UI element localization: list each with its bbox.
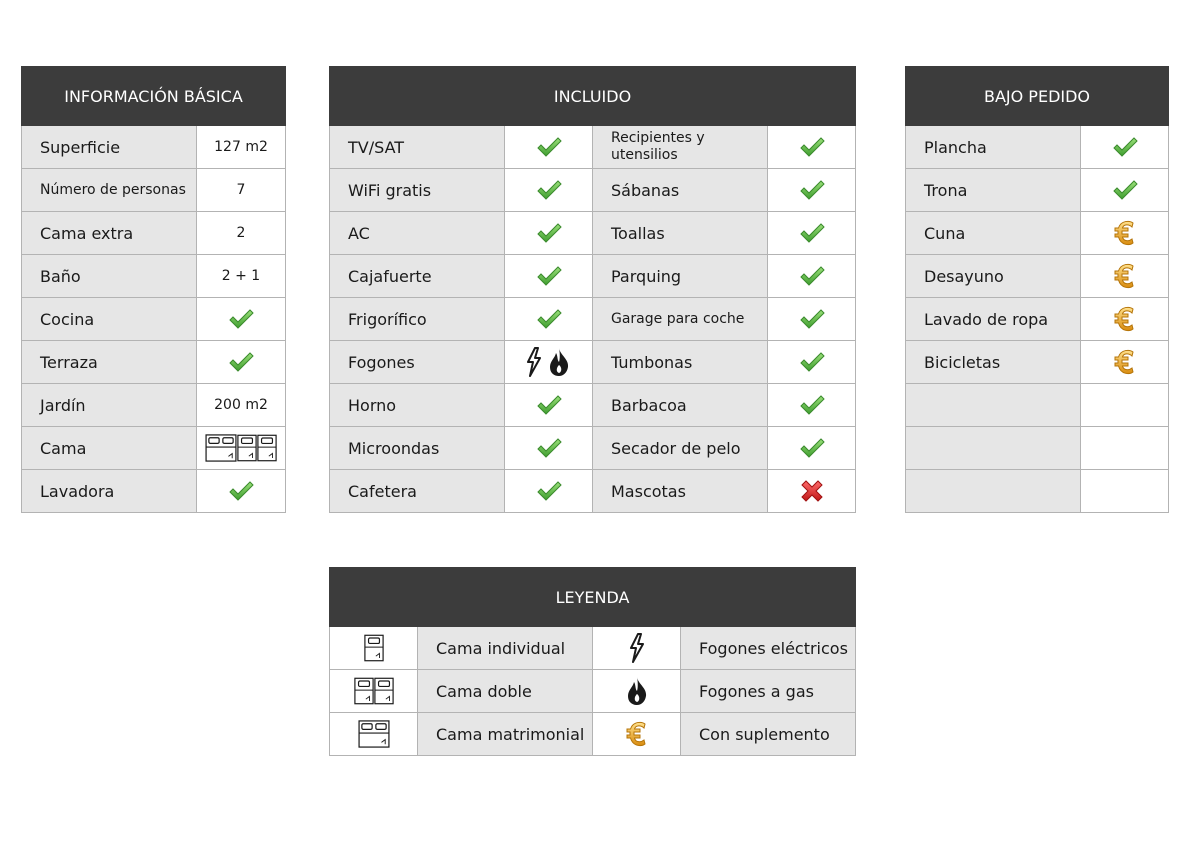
row-label: Recipientes y utensilios bbox=[593, 126, 768, 169]
check-icon bbox=[1112, 136, 1138, 158]
check-icon bbox=[228, 351, 254, 373]
table-row bbox=[22, 341, 286, 384]
legend-label: Cama doble bbox=[418, 670, 593, 713]
check-icon bbox=[536, 308, 562, 330]
row-label: Baño bbox=[22, 255, 197, 298]
legend-label: Con suplemento bbox=[681, 713, 856, 756]
legend-title: LEYENDA bbox=[330, 568, 856, 627]
check-icon bbox=[799, 222, 825, 244]
row-label: Sábanas bbox=[593, 169, 768, 212]
empty-row bbox=[906, 427, 1169, 470]
row-label: Lavado de ropa bbox=[906, 298, 1081, 341]
lightning-icon bbox=[526, 347, 542, 377]
check-icon bbox=[799, 437, 825, 459]
row-label: Tumbonas bbox=[593, 341, 768, 384]
check-icon bbox=[799, 136, 825, 158]
row-label: TV/SAT bbox=[330, 126, 505, 169]
table-row bbox=[330, 427, 856, 470]
basic-info-table bbox=[21, 66, 286, 513]
check-icon bbox=[799, 394, 825, 416]
table-row bbox=[330, 126, 856, 169]
matrimonial-bed-icon bbox=[205, 434, 237, 462]
row-label: Plancha bbox=[906, 126, 1081, 169]
single-bed-icon bbox=[237, 434, 257, 462]
row-value: 200 m2 bbox=[197, 384, 286, 427]
single-bed-icon bbox=[374, 677, 394, 705]
included-table bbox=[329, 66, 856, 513]
row-value: 2 bbox=[197, 212, 286, 255]
legend-label: Fogones a gas bbox=[681, 670, 856, 713]
euro-icon bbox=[1112, 305, 1138, 333]
flame-icon bbox=[547, 347, 571, 377]
table-row bbox=[906, 212, 1169, 255]
table-row bbox=[330, 470, 856, 513]
row-label: AC bbox=[330, 212, 505, 255]
row-label: Secador de pelo bbox=[593, 427, 768, 470]
row-label: Número de personas bbox=[22, 169, 197, 212]
single-bed-icon bbox=[257, 434, 277, 462]
row-label: Toallas bbox=[593, 212, 768, 255]
legend-row bbox=[330, 713, 856, 756]
row-value: 127 m2 bbox=[197, 126, 286, 169]
table-row bbox=[22, 470, 286, 513]
table-row bbox=[22, 126, 286, 169]
table-row bbox=[330, 384, 856, 427]
row-label: Cuna bbox=[906, 212, 1081, 255]
euro-icon bbox=[624, 720, 650, 748]
table-row bbox=[22, 212, 286, 255]
row-label: Horno bbox=[330, 384, 505, 427]
euro-icon bbox=[1112, 219, 1138, 247]
row-label: Garage para coche bbox=[593, 298, 768, 341]
row-label: Trona bbox=[906, 169, 1081, 212]
check-icon bbox=[536, 222, 562, 244]
table-row bbox=[330, 212, 856, 255]
row-label: Cocina bbox=[22, 298, 197, 341]
row-label: WiFi gratis bbox=[330, 169, 505, 212]
euro-icon bbox=[1112, 262, 1138, 290]
legend-table bbox=[329, 567, 856, 756]
row-label: Cama bbox=[22, 427, 197, 470]
table-row bbox=[22, 384, 286, 427]
table-row bbox=[22, 298, 286, 341]
row-label: Bicicletas bbox=[906, 341, 1081, 384]
table-row bbox=[906, 169, 1169, 212]
legend-label: Fogones eléctricos bbox=[681, 627, 856, 670]
table-row bbox=[906, 298, 1169, 341]
row-label: Terraza bbox=[22, 341, 197, 384]
check-icon bbox=[799, 265, 825, 287]
table-row bbox=[22, 255, 286, 298]
lightning-icon bbox=[629, 633, 645, 663]
row-label: Microondas bbox=[330, 427, 505, 470]
row-label: Superficie bbox=[22, 126, 197, 169]
row-label: Cajafuerte bbox=[330, 255, 505, 298]
check-icon bbox=[799, 351, 825, 373]
on-request-title: BAJO PEDIDO bbox=[906, 67, 1169, 126]
table-row bbox=[906, 255, 1169, 298]
table-row bbox=[330, 169, 856, 212]
check-icon bbox=[799, 308, 825, 330]
check-icon bbox=[536, 480, 562, 502]
table-row bbox=[906, 341, 1169, 384]
table-row bbox=[906, 126, 1169, 169]
cross-icon bbox=[799, 478, 825, 504]
row-label: Barbacoa bbox=[593, 384, 768, 427]
legend-row bbox=[330, 670, 856, 713]
row-label: Desayuno bbox=[906, 255, 1081, 298]
row-label: Frigorífico bbox=[330, 298, 505, 341]
check-icon bbox=[228, 308, 254, 330]
table-row bbox=[330, 341, 856, 384]
on-request-table bbox=[905, 66, 1169, 513]
matrimonial-bed-icon bbox=[358, 720, 390, 748]
table-row bbox=[330, 255, 856, 298]
row-label: Cama extra bbox=[22, 212, 197, 255]
row-label: Lavadora bbox=[22, 470, 197, 513]
check-icon bbox=[536, 437, 562, 459]
included-title: INCLUIDO bbox=[330, 67, 856, 126]
check-icon bbox=[536, 136, 562, 158]
check-icon bbox=[536, 394, 562, 416]
row-label: Mascotas bbox=[593, 470, 768, 513]
single-bed-icon bbox=[364, 634, 384, 662]
row-label: Jardín bbox=[22, 384, 197, 427]
table-row bbox=[22, 169, 286, 212]
check-icon bbox=[799, 179, 825, 201]
check-icon bbox=[228, 480, 254, 502]
row-value: 7 bbox=[197, 169, 286, 212]
row-label: Fogones bbox=[330, 341, 505, 384]
basic-info-title: INFORMACIÓN BÁSICA bbox=[22, 67, 286, 126]
flame-icon bbox=[625, 676, 649, 706]
table-row bbox=[330, 298, 856, 341]
table-row bbox=[22, 427, 286, 470]
legend-label: Cama individual bbox=[418, 627, 593, 670]
check-icon bbox=[1112, 179, 1138, 201]
empty-row bbox=[906, 470, 1169, 513]
check-icon bbox=[536, 265, 562, 287]
empty-row bbox=[906, 384, 1169, 427]
check-icon bbox=[536, 179, 562, 201]
row-label: Parquing bbox=[593, 255, 768, 298]
row-label: Cafetera bbox=[330, 470, 505, 513]
row-value: 2 + 1 bbox=[197, 255, 286, 298]
euro-icon bbox=[1112, 348, 1138, 376]
legend-label: Cama matrimonial bbox=[418, 713, 593, 756]
single-bed-icon bbox=[354, 677, 374, 705]
legend-row bbox=[330, 627, 856, 670]
